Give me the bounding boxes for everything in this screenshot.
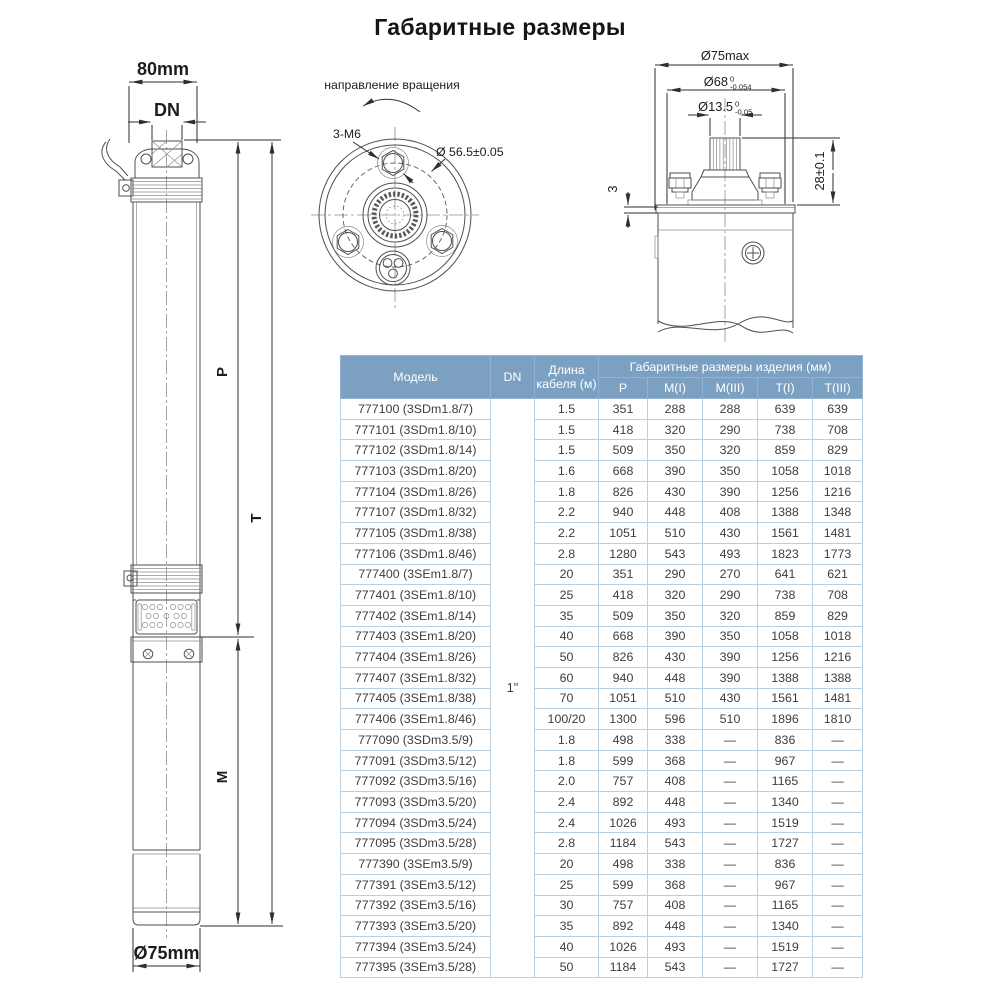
cell-model: 777104 (3SDm1.8/26) — [341, 481, 491, 502]
page-title: Габаритные размеры — [374, 14, 626, 40]
cell-model: 777094 (3SDm3.5/24) — [341, 812, 491, 833]
cell-model: 777092 (3SDm3.5/16) — [341, 771, 491, 792]
cell-cable: 25 — [535, 585, 599, 606]
cell-miii: 493 — [703, 543, 758, 564]
cell-cable: 70 — [535, 688, 599, 709]
dim-75mm — [133, 928, 200, 972]
cell-ti: 738 — [758, 419, 813, 440]
cell-mi: 320 — [648, 585, 703, 606]
cell-tiii: — — [813, 916, 863, 937]
cell-mi: 290 — [648, 564, 703, 585]
cell-mi: 368 — [648, 750, 703, 771]
cell-cable: 1.8 — [535, 730, 599, 751]
cell-mi: 448 — [648, 916, 703, 937]
cell-model: 777091 (3SDm3.5/12) — [341, 750, 491, 771]
cell-miii: — — [703, 854, 758, 875]
cell-mi: 543 — [648, 833, 703, 854]
cell-tiii: 829 — [813, 440, 863, 461]
cell-tiii: 708 — [813, 585, 863, 606]
cell-mi: 350 — [648, 440, 703, 461]
cell-model: 777407 (3SEm1.8/32) — [341, 667, 491, 688]
cell-cable: 40 — [535, 626, 599, 647]
cell-tiii: 1481 — [813, 688, 863, 709]
cell-model: 777093 (3SDm3.5/20) — [341, 792, 491, 813]
cell-mi: 493 — [648, 812, 703, 833]
cell-p: 1051 — [599, 688, 648, 709]
table-row — [341, 481, 863, 502]
cell-tiii: 639 — [813, 399, 863, 420]
table-row — [341, 854, 863, 875]
table-row — [341, 564, 863, 585]
table-row — [341, 771, 863, 792]
cell-ti: 836 — [758, 730, 813, 751]
cell-miii: 320 — [703, 440, 758, 461]
cell-mi: 448 — [648, 502, 703, 523]
cell-cable: 35 — [535, 916, 599, 937]
dim-75max-label: Ø75max — [700, 48, 750, 63]
table-row — [341, 750, 863, 771]
cell-model: 777406 (3SEm1.8/46) — [341, 709, 491, 730]
cell-model: 777401 (3SEm1.8/10) — [341, 585, 491, 606]
cell-ti: 1340 — [758, 792, 813, 813]
cell-p: 826 — [599, 647, 648, 668]
cell-miii: — — [703, 957, 758, 978]
cell-p: 1280 — [599, 543, 648, 564]
cell-ti: 1519 — [758, 812, 813, 833]
col-header-dims-group: Габаритные размеры изделия (мм) — [599, 356, 863, 378]
cell-cable: 2.4 — [535, 792, 599, 813]
dim-13-5-tol-upper: 0 — [735, 99, 740, 109]
cell-p: 1184 — [599, 957, 648, 978]
table-row — [341, 812, 863, 833]
cell-tiii: — — [813, 771, 863, 792]
cell-p: 826 — [599, 481, 648, 502]
pump-cable — [102, 139, 133, 196]
cell-model: 777103 (3SDm1.8/20) — [341, 461, 491, 482]
cell-ti: 836 — [758, 854, 813, 875]
cell-miii: 390 — [703, 481, 758, 502]
cell-tiii: 1481 — [813, 523, 863, 544]
cell-ti: 859 — [758, 440, 813, 461]
cell-tiii: 621 — [813, 564, 863, 585]
rotation-direction-label: направление вращения — [324, 78, 460, 92]
col-header-p: P — [599, 378, 648, 399]
cell-p: 351 — [599, 399, 648, 420]
cell-p: 757 — [599, 895, 648, 916]
cell-mi: 338 — [648, 854, 703, 875]
dim-68-label: Ø68 — [703, 74, 728, 89]
cell-p: 757 — [599, 771, 648, 792]
cell-cable: 2.2 — [535, 523, 599, 544]
cell-p: 498 — [599, 730, 648, 751]
cell-miii: 408 — [703, 502, 758, 523]
cell-tiii: 708 — [813, 419, 863, 440]
cable-guard-band-bottom — [124, 565, 202, 593]
cell-ti: 738 — [758, 585, 813, 606]
rotation-arrow — [363, 99, 420, 112]
cell-ti: 1727 — [758, 833, 813, 854]
cell-miii: — — [703, 792, 758, 813]
cell-p: 668 — [599, 626, 648, 647]
cell-ti: 1058 — [758, 461, 813, 482]
cell-miii: — — [703, 771, 758, 792]
cell-miii: 290 — [703, 419, 758, 440]
pump-top-view-drawing — [295, 60, 510, 320]
table-row — [341, 605, 863, 626]
cell-cable: 40 — [535, 936, 599, 957]
cell-mi: 368 — [648, 874, 703, 895]
pump-front-view-drawing — [80, 50, 300, 980]
cell-model: 777402 (3SEm1.8/14) — [341, 605, 491, 626]
cell-cable: 60 — [535, 667, 599, 688]
table-row — [341, 792, 863, 813]
cell-p: 599 — [599, 750, 648, 771]
cell-cable: 2.0 — [535, 771, 599, 792]
dim-68 — [667, 74, 785, 204]
cell-cable: 1.5 — [535, 419, 599, 440]
cell-model: 777106 (3SDm1.8/46) — [341, 543, 491, 564]
cell-tiii: 1216 — [813, 481, 863, 502]
terminal-stud-right — [759, 173, 781, 198]
cell-miii: 390 — [703, 667, 758, 688]
cell-tiii: — — [813, 750, 863, 771]
cell-cable: 1.5 — [535, 440, 599, 461]
cell-model: 777090 (3SDm3.5/9) — [341, 730, 491, 751]
cell-p: 509 — [599, 440, 648, 461]
bolts-label: 3-M6 — [333, 127, 362, 141]
cell-mi: 320 — [648, 419, 703, 440]
cell-ti: 641 — [758, 564, 813, 585]
cell-mi: 338 — [648, 730, 703, 751]
cell-mi: 350 — [648, 605, 703, 626]
callout-bolt-circle — [432, 145, 504, 172]
cell-miii: 430 — [703, 523, 758, 544]
cell-ti: 1058 — [758, 626, 813, 647]
dim-13-5-tol-lower: -0.05 — [735, 107, 753, 117]
cell-p: 1051 — [599, 523, 648, 544]
dimensions-table — [340, 355, 863, 978]
cell-p: 351 — [599, 564, 648, 585]
cell-miii: — — [703, 812, 758, 833]
dim-t — [248, 142, 272, 924]
cell-mi: 408 — [648, 895, 703, 916]
cell-mi: 408 — [648, 771, 703, 792]
cell-mi: 390 — [648, 626, 703, 647]
cell-ti: 859 — [758, 605, 813, 626]
table-row — [341, 419, 863, 440]
dim-p — [214, 142, 238, 635]
dim-13-5-label: Ø13.5 — [698, 99, 733, 114]
cell-ti: 1727 — [758, 957, 813, 978]
cell-tiii: — — [813, 957, 863, 978]
table-row — [341, 440, 863, 461]
cell-p: 599 — [599, 874, 648, 895]
dim-28 — [742, 138, 840, 205]
cell-model: 777100 (3SDm1.8/7) — [341, 399, 491, 420]
cell-model: 777405 (3SEm1.8/38) — [341, 688, 491, 709]
cell-cable: 2.8 — [535, 543, 599, 564]
terminal-stud-left — [669, 173, 691, 198]
cell-tiii: 1018 — [813, 626, 863, 647]
cell-miii: 350 — [703, 461, 758, 482]
cell-tiii: — — [813, 874, 863, 895]
bolt-lower-right — [427, 226, 458, 257]
col-header-ti: T(I) — [758, 378, 813, 399]
dim-3-label: 3 — [605, 185, 620, 193]
cell-cable: 35 — [535, 605, 599, 626]
cell-ti: 1256 — [758, 647, 813, 668]
table-row — [341, 957, 863, 978]
table-row — [341, 626, 863, 647]
cell-ti: 1256 — [758, 481, 813, 502]
cell-mi: 288 — [648, 399, 703, 420]
table-row — [341, 730, 863, 751]
cell-tiii: — — [813, 792, 863, 813]
cell-miii: 290 — [703, 585, 758, 606]
dim-3 — [605, 185, 658, 228]
cell-cable: 1.8 — [535, 750, 599, 771]
cell-ti: 1165 — [758, 895, 813, 916]
cell-cable: 20 — [535, 564, 599, 585]
cell-miii: 510 — [703, 709, 758, 730]
cell-miii: 390 — [703, 647, 758, 668]
cell-cable: 50 — [535, 957, 599, 978]
table-row — [341, 916, 863, 937]
cell-ti: 1388 — [758, 667, 813, 688]
cell-miii: — — [703, 895, 758, 916]
cell-p: 1300 — [599, 709, 648, 730]
dim-p-label: P — [214, 366, 231, 378]
cell-p: 940 — [599, 502, 648, 523]
cell-model: 777394 (3SEm3.5/24) — [341, 936, 491, 957]
col-header-dn: DN — [491, 356, 535, 399]
table-row — [341, 688, 863, 709]
cell-model: 777107 (3SDm1.8/32) — [341, 502, 491, 523]
col-header-miii: M(III) — [703, 378, 758, 399]
cell-p: 498 — [599, 854, 648, 875]
cell-miii: — — [703, 874, 758, 895]
cell-cable: 1.8 — [535, 481, 599, 502]
cell-ti: 1561 — [758, 688, 813, 709]
cell-p: 940 — [599, 667, 648, 688]
cell-mi: 390 — [648, 461, 703, 482]
table-row — [341, 833, 863, 854]
cell-ti: 1165 — [758, 771, 813, 792]
cell-cable: 2.8 — [535, 833, 599, 854]
cell-model: 777392 (3SEm3.5/16) — [341, 895, 491, 916]
cell-ti: 1340 — [758, 916, 813, 937]
dim-68-tol-lower: -0.054 — [730, 82, 752, 92]
cell-tiii: 1773 — [813, 543, 863, 564]
dim-dn-label: DN — [154, 100, 180, 120]
col-header-tiii: T(III) — [813, 378, 863, 399]
cell-model: 777393 (3SEm3.5/20) — [341, 916, 491, 937]
cell-cable: 1.6 — [535, 461, 599, 482]
cell-tiii: — — [813, 854, 863, 875]
cell-p: 509 — [599, 605, 648, 626]
bolt-circle-label: Ø 56.5±0.05 — [436, 145, 504, 159]
cell-cable: 25 — [535, 874, 599, 895]
cell-ti: 967 — [758, 750, 813, 771]
cell-model: 777404 (3SEm1.8/26) — [341, 647, 491, 668]
cell-p: 1026 — [599, 812, 648, 833]
cell-mi: 543 — [648, 957, 703, 978]
table-row — [341, 585, 863, 606]
cell-model: 777095 (3SDm3.5/28) — [341, 833, 491, 854]
cell-model: 777105 (3SDm1.8/38) — [341, 523, 491, 544]
cell-tiii: — — [813, 730, 863, 751]
table-row — [341, 461, 863, 482]
cell-p: 418 — [599, 419, 648, 440]
cell-miii: 288 — [703, 399, 758, 420]
cell-mi: 430 — [648, 647, 703, 668]
cell-p: 892 — [599, 792, 648, 813]
cell-model: 777390 (3SEm3.5/9) — [341, 854, 491, 875]
dim-m — [214, 639, 238, 924]
cell-tiii: 1810 — [813, 709, 863, 730]
cell-ti: 1896 — [758, 709, 813, 730]
table-row — [341, 543, 863, 564]
cell-model: 777395 (3SEm3.5/28) — [341, 957, 491, 978]
cell-mi: 493 — [648, 936, 703, 957]
cell-cable: 2.2 — [535, 502, 599, 523]
cell-tiii: 829 — [813, 605, 863, 626]
cell-model: 777391 (3SEm3.5/12) — [341, 874, 491, 895]
cell-p: 892 — [599, 916, 648, 937]
cell-ti: 1561 — [758, 523, 813, 544]
cell-p: 668 — [599, 461, 648, 482]
cell-miii: — — [703, 916, 758, 937]
cell-miii: — — [703, 833, 758, 854]
cell-model: 777102 (3SDm1.8/14) — [341, 440, 491, 461]
cell-miii: 350 — [703, 626, 758, 647]
cell-miii: 320 — [703, 605, 758, 626]
cell-ti: 1823 — [758, 543, 813, 564]
cell-mi: 448 — [648, 667, 703, 688]
cell-mi: 543 — [648, 543, 703, 564]
cell-miii: — — [703, 730, 758, 751]
cell-ti: 1388 — [758, 502, 813, 523]
cell-mi: 596 — [648, 709, 703, 730]
col-header-mi: M(I) — [648, 378, 703, 399]
table-row — [341, 667, 863, 688]
cell-model: 777101 (3SDm1.8/10) — [341, 419, 491, 440]
cell-p: 418 — [599, 585, 648, 606]
cell-tiii: — — [813, 812, 863, 833]
cell-miii: — — [703, 750, 758, 771]
table-row — [341, 895, 863, 916]
cell-mi: 448 — [648, 792, 703, 813]
table-row — [341, 709, 863, 730]
cell-cable: 1.5 — [535, 399, 599, 420]
col-header-model: Модель — [341, 356, 491, 399]
cell-cable: 20 — [535, 854, 599, 875]
dim-75mm-label: Ø75mm — [133, 943, 200, 963]
cell-model: 777400 (3SEm1.8/7) — [341, 564, 491, 585]
col-header-cable: Длина кабеля (м) — [535, 356, 599, 399]
bolt-lower-left — [333, 227, 364, 258]
dim-80mm-label: 80mm — [136, 59, 190, 79]
dim-68-tol-upper: 0 — [730, 74, 735, 84]
cell-miii: 430 — [703, 688, 758, 709]
table-row — [341, 936, 863, 957]
cell-miii: 270 — [703, 564, 758, 585]
dim-m-label: M — [214, 770, 231, 784]
cell-tiii: 1348 — [813, 502, 863, 523]
cell-p: 1184 — [599, 833, 648, 854]
cell-model: 777403 (3SEm1.8/20) — [341, 626, 491, 647]
cell-cable: 100/20 — [535, 709, 599, 730]
cell-ti: 967 — [758, 874, 813, 895]
table-row — [341, 502, 863, 523]
cell-tiii: — — [813, 936, 863, 957]
cell-tiii: 1216 — [813, 647, 863, 668]
cell-ti: 1519 — [758, 936, 813, 957]
table-row — [341, 523, 863, 544]
cable-gland — [376, 251, 410, 285]
cell-cable: 50 — [535, 647, 599, 668]
pump-head — [135, 141, 199, 178]
table-row — [341, 874, 863, 895]
cell-mi: 510 — [648, 688, 703, 709]
dim-28-label: 28±0.1 — [812, 151, 827, 191]
cell-dn: 1" — [491, 399, 535, 978]
shaft-detail-drawing — [600, 40, 890, 350]
table-row — [341, 399, 863, 420]
cell-ti: 639 — [758, 399, 813, 420]
table-row — [341, 647, 863, 668]
dim-t-label: T — [248, 513, 265, 523]
cell-tiii: 1388 — [813, 667, 863, 688]
cell-mi: 510 — [648, 523, 703, 544]
cell-miii: — — [703, 936, 758, 957]
cell-cable: 2.4 — [535, 812, 599, 833]
cell-mi: 430 — [648, 481, 703, 502]
cell-tiii: — — [813, 833, 863, 854]
cell-tiii: 1018 — [813, 461, 863, 482]
table-body — [341, 399, 863, 978]
cell-p: 1026 — [599, 936, 648, 957]
dim-dn — [128, 100, 206, 140]
cell-tiii: — — [813, 895, 863, 916]
cell-cable: 30 — [535, 895, 599, 916]
